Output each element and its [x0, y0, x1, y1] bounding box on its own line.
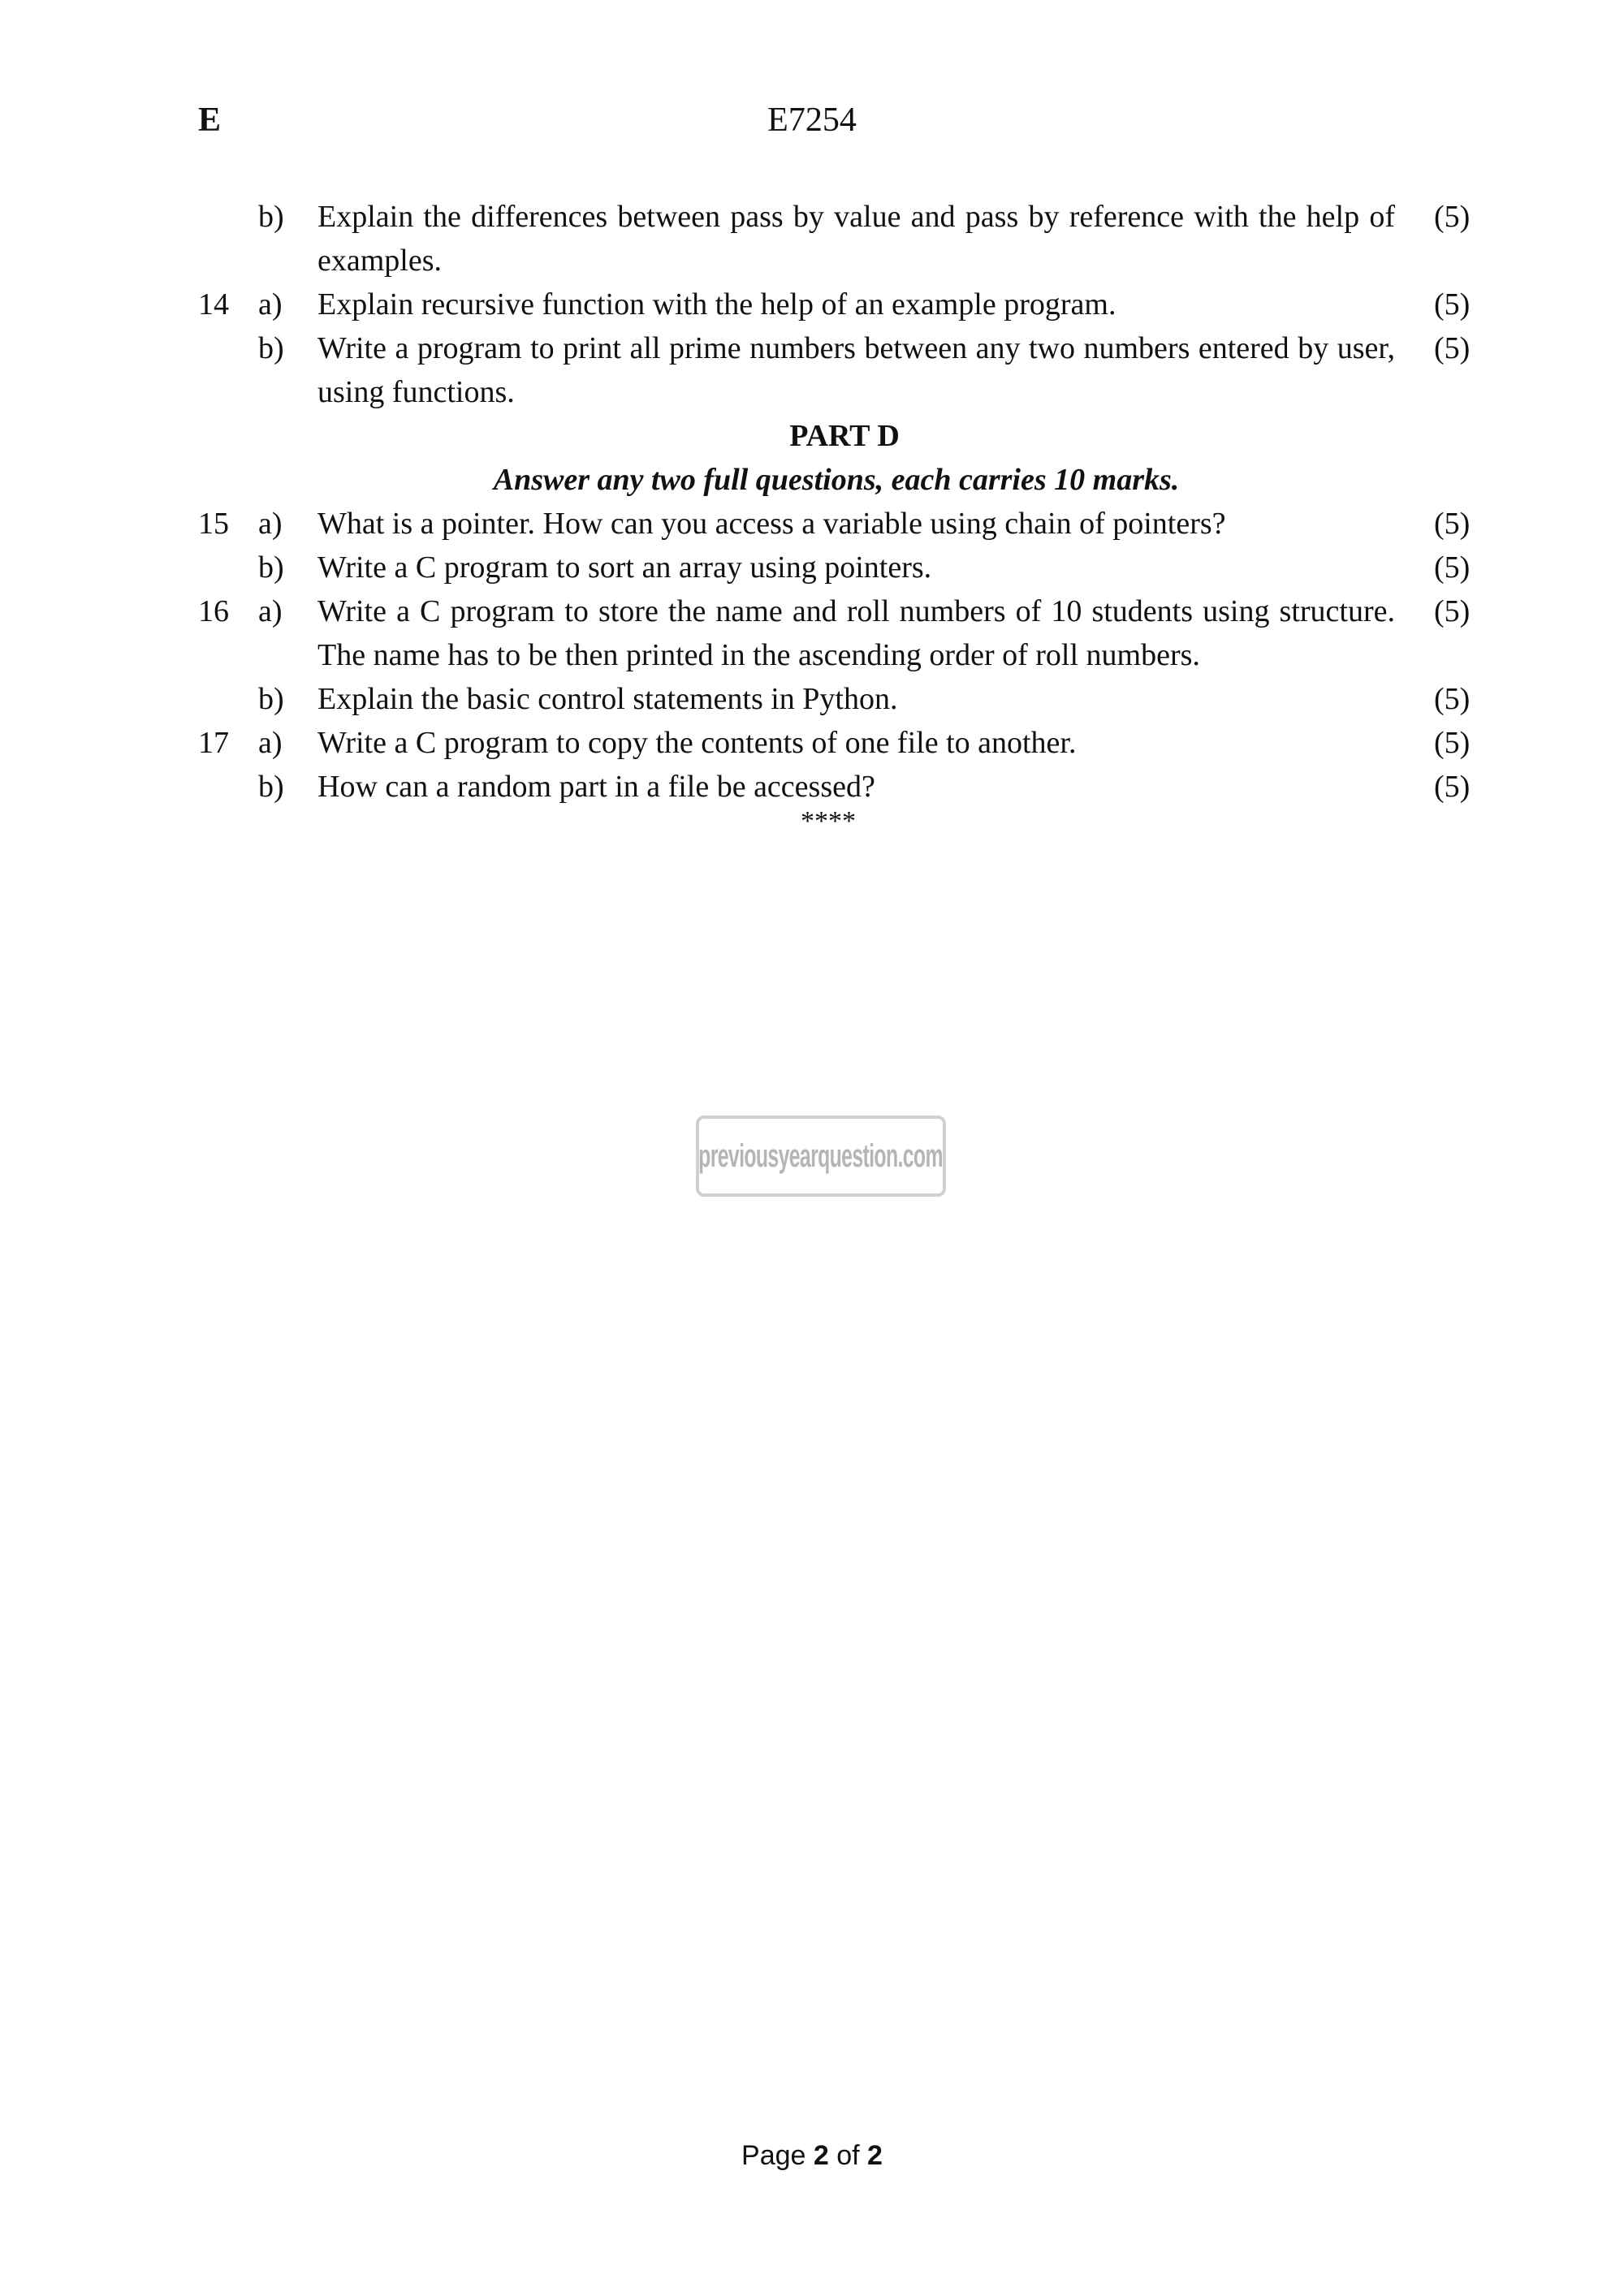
question-text: How can a random part in a file be accessed?	[317, 770, 875, 804]
question-text: Write a C program to copy the contents of one file to another.	[317, 726, 1077, 760]
part-instruction: Answer any two full questions, each carries 10 marks.	[493, 463, 1180, 497]
question-sub-label: b)	[258, 331, 284, 365]
question-text: Write a C program to sort an array using pointers.	[317, 550, 932, 585]
question-text: Write a C program to store the name and roll numbers of 10 students using structure. The name has to be then printed in the ascending order of roll numbers.	[317, 594, 1395, 672]
question-marks: (5)	[1434, 550, 1471, 585]
question-text: Explain the basic control statements in Python.	[317, 682, 898, 716]
question-text: Write a program to print all prime numbers between any two numbers entered by user, using functions.	[317, 331, 1395, 409]
question-marks: (5)	[1434, 331, 1471, 365]
question-sub-label: b)	[258, 550, 284, 585]
question-sub-label: b)	[258, 682, 284, 716]
question-area	[0, 195, 1624, 838]
part-title: PART D	[789, 419, 900, 453]
question-row	[0, 721, 1624, 765]
question-marks: (5)	[1434, 726, 1471, 760]
question-sub-label: a)	[258, 507, 283, 541]
question-marks: (5)	[1434, 682, 1471, 716]
question-number: 15	[198, 507, 229, 541]
question-row	[0, 326, 1624, 414]
footer-total-pages: 2	[867, 2140, 883, 2171]
question-marks: (5)	[1434, 287, 1471, 322]
question-row	[0, 502, 1624, 546]
question-sub-label: a)	[258, 726, 283, 760]
page-footer	[0, 2140, 1624, 2172]
question-row	[0, 589, 1624, 677]
question-marks: (5)	[1434, 507, 1471, 541]
question-row	[0, 195, 1624, 283]
page-letter: E	[198, 101, 222, 139]
question-marks: (5)	[1434, 200, 1471, 234]
question-marks: (5)	[1434, 770, 1471, 804]
question-row	[0, 677, 1624, 721]
watermark-text: previousyearquestion.com	[698, 1137, 944, 1174]
question-sub-label: b)	[258, 200, 284, 234]
footer-middle: of	[828, 2140, 868, 2171]
question-number: 17	[198, 726, 229, 760]
question-sub-label: a)	[258, 287, 283, 322]
question-row	[0, 765, 1624, 809]
question-number: 16	[198, 594, 229, 628]
exam-code: E7254	[767, 101, 857, 139]
end-marker: ****	[801, 806, 856, 836]
watermark	[696, 1116, 946, 1197]
question-text: Explain recursive function with the help of an example program.	[317, 287, 1116, 322]
question-marks: (5)	[1434, 594, 1471, 628]
footer-current-page: 2	[813, 2140, 829, 2171]
question-row	[0, 546, 1624, 589]
footer-prefix: Page	[741, 2140, 814, 2171]
question-number: 14	[198, 287, 229, 322]
question-sub-label: b)	[258, 770, 284, 804]
question-text: Explain the differences between pass by value and pass by reference with the help of examples.	[317, 200, 1395, 278]
question-sub-label: a)	[258, 594, 283, 628]
question-row	[0, 283, 1624, 326]
question-text: What is a pointer. How can you access a variable using chain of pointers?	[317, 507, 1226, 541]
